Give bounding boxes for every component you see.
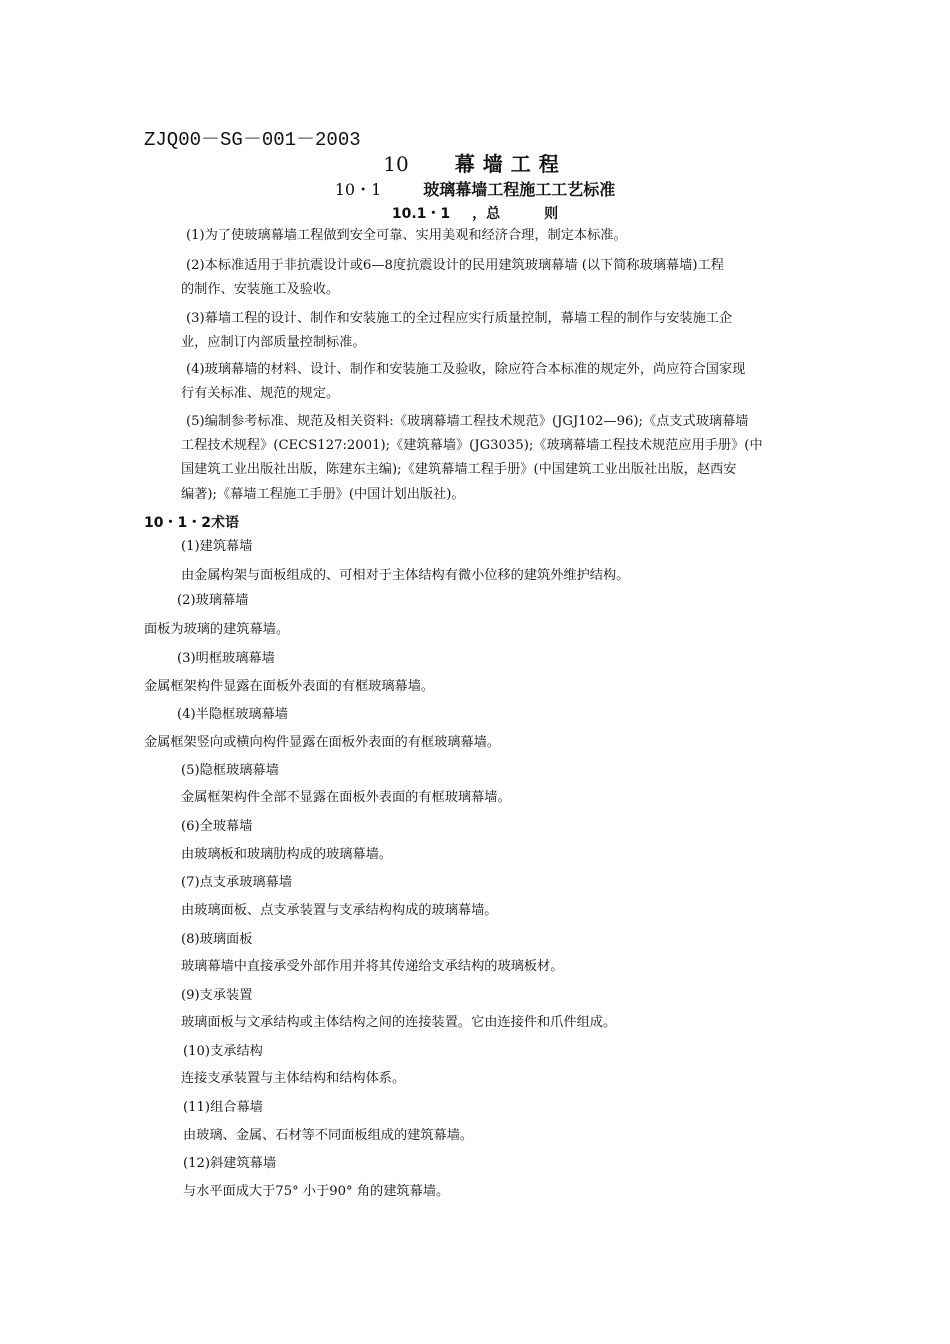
term-definition: 由玻璃板和玻璃肋构成的玻璃幕墙。 xyxy=(181,847,392,862)
subsection-heading-terms xyxy=(144,512,239,532)
term-heading: (1)建筑幕墙 xyxy=(181,539,253,554)
section-number: 10・1 xyxy=(334,180,382,199)
paragraph: (5)编制参考标准、规范及相关资料:《玻璃幕墙工程技术规范》(JGJ102—96);《点支式玻璃幕墙 xyxy=(186,414,749,429)
term-heading: (7)点支承玻璃幕墙 xyxy=(181,875,292,890)
term-heading: (8)玻璃面板 xyxy=(181,932,253,947)
term-definition: 由金属构架与面板组成的、可相对于主体结构有微小位移的建筑外维护结构。 xyxy=(181,568,630,583)
term-definition: 连接支承装置与主体结构和结构体系。 xyxy=(181,1071,406,1086)
subsection-title-part: 语 xyxy=(224,515,239,531)
term-definition: 金属框架竖向或横向构件显露在面板外表面的有框玻璃幕墙。 xyxy=(144,735,501,750)
paragraph: 行有关标准、规范的规定。 xyxy=(181,386,340,401)
term-heading: (4)半隐框玻璃幕墙 xyxy=(177,707,288,722)
term-heading: (5)隐框玻璃幕墙 xyxy=(181,763,279,778)
term-definition: 金属框架构件显露在面板外表面的有框玻璃幕墙。 xyxy=(144,679,435,694)
term-heading: (10)支承结构 xyxy=(183,1044,263,1059)
paragraph: (3)幕墙工程的设计、制作和安装施工的全过程应实行质量控制，幕墙工程的制作与安装施工企 xyxy=(186,311,733,326)
term-definition: 由玻璃面板、点支承装置与支承结构构成的玻璃幕墙。 xyxy=(181,903,498,918)
chapter-title: 幕墙工程 xyxy=(454,152,567,176)
term-definition: 金属框架构件全部不显露在面板外表面的有框玻璃幕墙。 xyxy=(181,790,511,805)
term-heading: (2)玻璃幕墙 xyxy=(177,593,249,608)
term-heading: (9)支承装置 xyxy=(181,988,253,1003)
term-definition: 玻璃面板与文承结构或主体结构之间的连接装置。它由连接件和爪件组成。 xyxy=(181,1015,617,1030)
subsection-title-part: ，总 xyxy=(472,206,501,222)
paragraph: (2)本标准适用于非抗震设计或6—8度抗震设计的民用建筑玻璃幕墙 (以下简称玻璃幕墙)工程 xyxy=(186,258,724,273)
paragraph: (4)玻璃幕墙的材料、设计、制作和安装施工及验收，除应符合本标准的规定外，尚应符合国家现 xyxy=(186,362,746,377)
paragraph: 业，应制订内部质量控制标准。 xyxy=(181,335,366,350)
subsection-title-part: 术 xyxy=(210,515,225,531)
subsection-number: 10.1・1 xyxy=(391,206,451,222)
chapter-number: 10 xyxy=(383,152,409,176)
paragraph: 工程技术规程》(CECS127:2001);《建筑幕墙》(JG3035);《玻璃幕墙工程技术规范应用手册》(中 xyxy=(181,438,763,453)
subsection-number: 10・1・2 xyxy=(144,515,211,531)
paragraph: 国建筑工业出版社出版，陈建东主编);《建筑幕墙工程手册》(中国建筑工业出版社出版，赵西安 xyxy=(181,462,737,477)
paragraph: (1)为了使玻璃幕墙工程做到安全可靠、实用美观和经济合理，制定本标准。 xyxy=(186,228,627,243)
term-definition: 由玻璃、金属、石材等不同面板组成的建筑幕墙。 xyxy=(183,1128,474,1143)
term-heading: (6)全玻幕墙 xyxy=(181,819,253,834)
subsection-title-part: 则 xyxy=(544,206,559,222)
term-definition: 与水平面成大于75° 小于90° 角的建筑幕墙。 xyxy=(183,1184,450,1199)
term-heading: (12)斜建筑幕墙 xyxy=(183,1156,277,1171)
section-heading xyxy=(0,177,950,200)
chapter-heading xyxy=(0,148,950,177)
section-title: 玻璃幕墙工程施工工艺标准 xyxy=(423,180,616,199)
term-definition: 玻璃幕墙中直接承受外部作用并将其传递给支承结构的玻璃板材。 xyxy=(181,959,564,974)
paragraph: 的制作、安装施工及验收。 xyxy=(181,282,340,297)
term-heading: (11)组合幕墙 xyxy=(183,1100,263,1115)
term-heading: (3)明框玻璃幕墙 xyxy=(177,651,275,666)
subsection-heading-general xyxy=(0,203,950,223)
paragraph: 编著);《幕墙工程施工手册》(中国计划出版社)。 xyxy=(181,487,465,502)
term-definition: 面板为玻璃的建筑幕墙。 xyxy=(144,622,290,637)
document-code: ZJQ00－SG－001－2003 xyxy=(144,129,361,151)
